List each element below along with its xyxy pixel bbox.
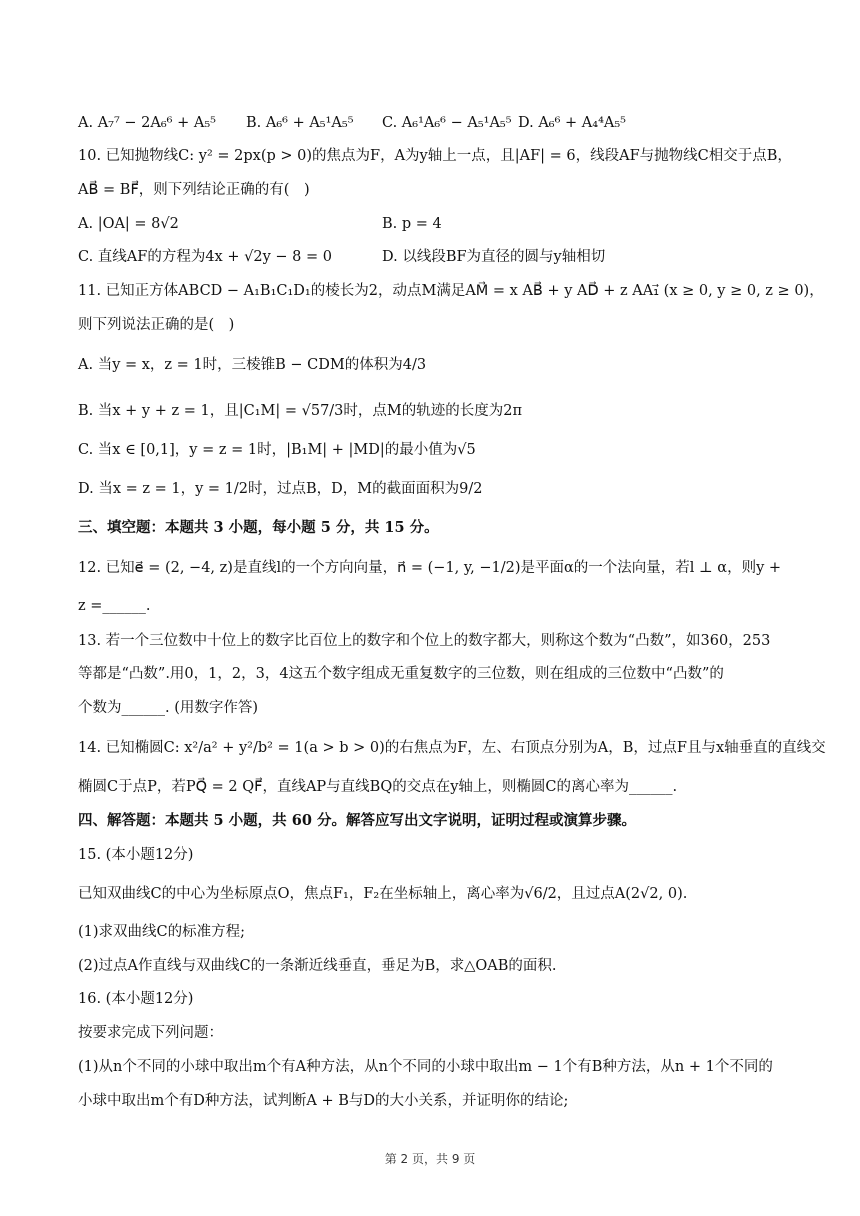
q14-line-1: 14. 已知椭圆C: x²/a² + y²/b² = 1(a > b > 0)的右焦点为F，左、右顶点分别为A，B，过点F且与x轴垂直的直线交 [78,740,826,756]
q11-option-c: C. 当x ∈ [0,1]，y = z = 1时，|B₁M| + |MD|的最小值为√5 [78,442,476,458]
q9-option-b: B. A₆⁶ + A₅¹A₅⁵ [246,115,354,131]
q16-line-2: (1)从n个不同的小球中取出m个有A种方法，从n个不同的小球中取出m − 1个有B种方法，从n + 1个不同的 [78,1059,773,1075]
q10-line-2: AB⃗ = BF⃗，则下列结论正确的有( ) [78,182,310,198]
q12-line-1: 12. 已知e⃗ = (2, −4, z)是直线l的一个方向向量，n⃗ = (−1, y, −1/2)是平面α的一个法向量，若l ⊥ α，则y + [78,560,782,576]
q10-line-1: 10. 已知抛物线C: y² = 2px(p > 0)的焦点为F，A为y轴上一点，且|AF| = 6，线段AF与抛物线C相交于点B， [78,148,792,164]
q11-line-2: 则下列说法正确的是( ) [78,317,235,333]
q10-option-b: B. p = 4 [382,216,442,232]
q16-line-3: 小球中取出m个有D种方法，试判断A + B与D的大小关系，并证明你的结论; [78,1093,569,1109]
q11-option-d: D. 当x = z = 1，y = 1/2时，过点B，D，M的截面面积为9/2 [78,481,483,497]
q11-line-1: 11. 已知正方体ABCD − A₁B₁C₁D₁的棱长为2，动点M满足AM⃗ = x AB⃗ + y AD⃗ + z AA₁⃗ (x ≥ 0, y ≥ 0, z ≥ 0)， [78,283,824,299]
q9-option-a: A. A₇⁷ − 2A₆⁶ + A₅⁵ [78,115,216,131]
section-4-heading: 四、解答题：本题共 5 小题，共 60 分。解答应写出文字说明，证明过程或演算步骤。 [78,812,636,829]
q9-option-c: C. A₆¹A₆⁶ − A₅¹A₅⁵ [382,115,512,131]
q15-header: 15. (本小题12分) [78,847,194,863]
q13-line-3: 个数为______. (用数字作答) [78,700,259,716]
q15-line-2: (1)求双曲线C的标准方程; [78,924,246,940]
q10-option-a: A. |OA| = 8√2 [78,216,179,232]
page-footer: 第 2 页，共 9 页 [384,1152,476,1166]
q15-line-1: 已知双曲线C的中心为坐标原点O，焦点F₁，F₂在坐标轴上，离心率为√6/2，且过点A(2√2, 0). [78,886,688,902]
q13-line-1: 13. 若一个三位数中十位上的数字比百位上的数字和个位上的数字都大，则称这个数为“凸数”，如360，253 [78,633,771,649]
q10-option-d: D. 以线段BF为直径的圆与y轴相切 [382,249,606,265]
q11-option-a: A. 当y = x，z = 1时，三棱锥B − CDM的体积为4/3 [78,357,427,373]
q16-header: 16. (本小题12分) [78,991,194,1007]
q15-line-3: (2)过点A作直线与双曲线C的一条渐近线垂直，垂足为B，求△OAB的面积. [78,958,557,974]
q10-option-c: C. 直线AF的方程为4x + √2y − 8 = 0 [78,249,332,265]
q14-line-2: 椭圆C于点P，若PQ⃗ = 2 QF⃗，直线AP与直线BQ的交点在y轴上，则椭圆C的离心率为______. [78,779,678,795]
q11-option-b: B. 当x + y + z = 1，且|C₁M| = √57/3时，点M的轨迹的长度为2π [78,403,523,419]
q13-line-2: 等都是“凸数”.用0，1，2，3，4这五个数字组成无重复数字的三位数，则在组成的三位数中“凸数”的 [78,666,724,682]
section-3-heading: 三、填空题：本题共 3 小题，每小题 5 分，共 15 分。 [78,519,439,536]
q9-option-d: D. A₆⁶ + A₄⁴A₅⁵ [518,115,626,131]
q12-line-2: z =______. [78,598,151,614]
q16-line-1: 按要求完成下列问题： [78,1025,223,1041]
